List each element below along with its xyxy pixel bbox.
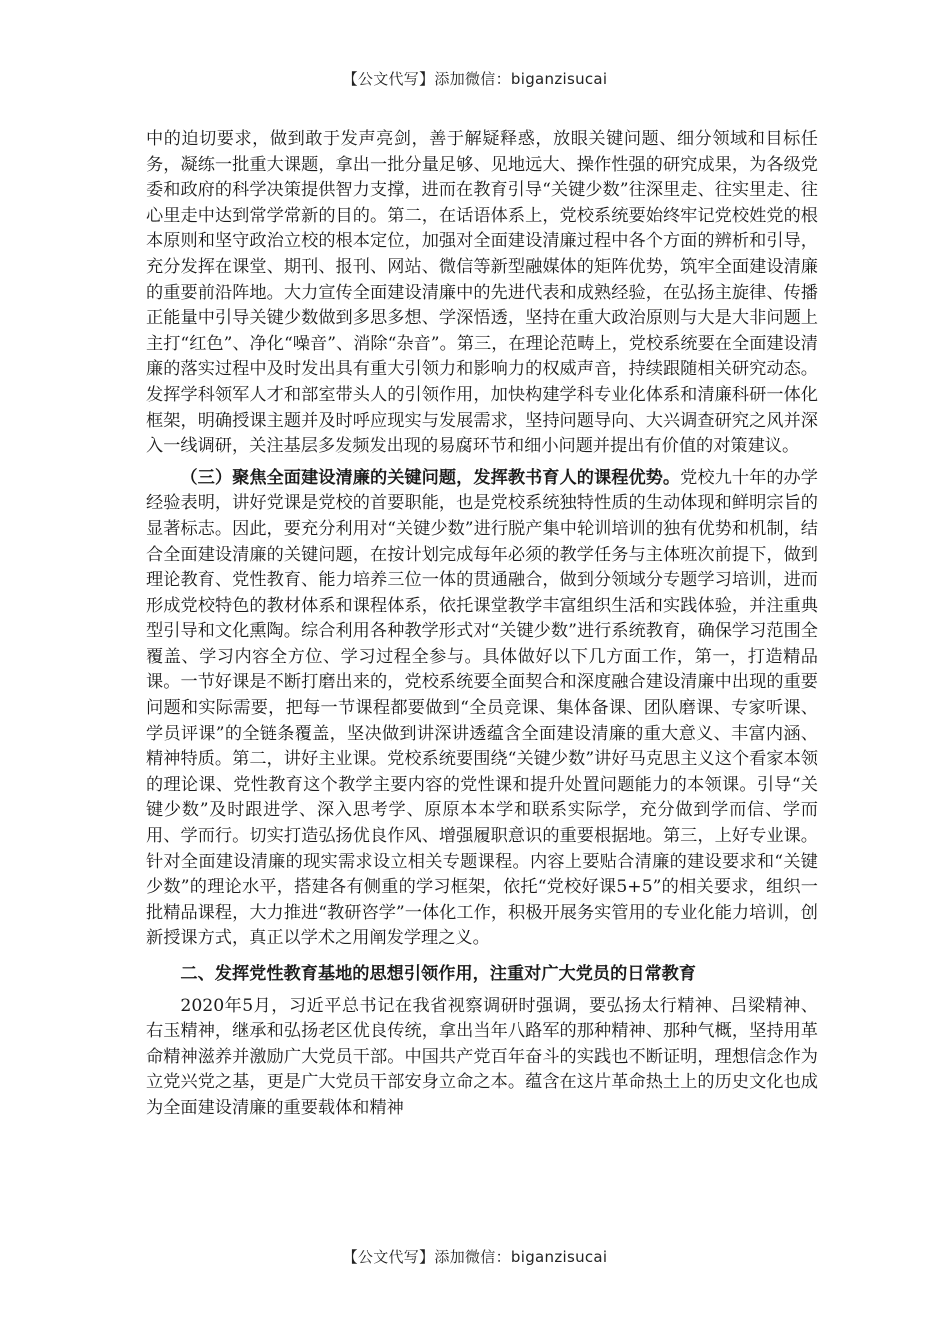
section-two-heading: 二、发挥党性教育基地的思想引领作用，注重对广大党员的日常教育	[180, 964, 697, 984]
paragraph-section-three	[146, 466, 818, 952]
section-three-heading: （三）聚焦全面建设清廉的关键问题，发挥教书育人的课程优势。	[180, 467, 681, 488]
section-three-body: 党校九十年的办学经验表明，讲好党课是党校的首要职能，也是党校系统独特性质的生动体现和鲜明宗旨的显著标志。因此，要充分利用对“关键少数”进行脱产集中轮训培训的独有优势和机制，结合全面建设清廉的关键问题，在按计划完成每年必须的教学任务与主体班次前提下，做到理论教育、党性教育、能力培养三位一体的贯通融合，做到分领域分专题学习培训，进而形成党校特色的教材体系和课程体系，依托课堂教学丰富组织生活和实践体验，并注重典型引导和文化熏陶。综合利用各种教学形式对“关键少数”进行系统教育，确保学习范围全覆盖、学习内容全方位、学习过程全参与。具体做好以下几方面工作，第一，打造精品课。一节好课是不断打磨出来的，党校系统要全面契合和深度融合建设清廉中出现的重要问题和实际需要，把每一节课程都要做到“全员竞课、集体备课、团队磨课、专家听课、学员评课”的全链条覆盖，坚决做到讲深讲透蕴含全面建设清廉的重大意义、丰富内涵、精神特质。第二，讲好主业课。党校系统要围绕“关键少数”讲好马克思主义这个看家本领的理论课、党性教育这个教学主要内容的党性课和提升处置问题能力的本领课。引导“关键少数”及时跟进学、深入思考学、原原本本学和联系实际学，充分做到学而信、学而用、学而行。切实打造弘扬优良作风、增强履职意识的重要根据地。第三，上好专业课。针对全面建设清廉的现实需求设立相关专题课程。内容上要贴合清廉的建设要求和“关键少数”的理论水平，搭建各有侧重的学习框架，依托“党校好课5+5”的相关要求，组织一批精品课程，大力推进“教研咨学”一体化工作，积极开展务实管用的专业化能力培训，创新授课方式，真正以学术之用阐发学理之义。	[146, 467, 818, 949]
paragraph-section-two-body: 2020年5月，习近平总书记在我省视察调研时强调，要弘扬太行精神、吕梁精神、右玉精神，继承和弘扬老区优良传统，拿出当年八路军的那种精神、那种气概，坚持用革命精神滋养并激励广大党员干部。中国共产党百年奋斗的实践也不断证明，理想信念作为立党兴党之基，更是广大党员干部安身立命之本。蕴含在这片革命热土上的历史文化也成为全面建设清廉的重要载体和精神	[146, 995, 818, 1118]
footer-watermark: 【公文代写】添加微信：biganzisucai	[342, 1248, 608, 1266]
document-body	[146, 127, 818, 1122]
header-watermark: 【公文代写】添加微信：biganzisucai	[342, 70, 608, 88]
paragraph-continuation: 中的迫切要求，做到敢于发声亮剑，善于解疑释惑，放眼关键问题、细分领域和目标任务，凝练一批重大课题，拿出一批分量足够、见地远大、操作性强的研究成果，为各级党委和政府的科学决策提供智力支撑，进而在教育引导“关键少数”往深里走、往实里走、往心里走中达到常学常新的目的。第二，在话语体系上，党校系统要始终牢记党校姓党的根本原则和坚守政治立校的根本定位，加强对全面建设清廉过程中各个方面的辨析和引导，充分发挥在课堂、期刊、报刊、网站、微信等新型融媒体的矩阵优势，筑牢全面建设清廉的重要前沿阵地。大力宣传全面建设清廉中的先进代表和成熟经验，在弘扬主旋律、传播正能量中引导关键少数做到多思多想、学深悟透，坚持在重大政治原则与大是大非问题上主打“红色”、净化“噪音”、消除“杂音”。第三，在理论范畴上，党校系统要在全面建设清廉的落实过程中及时发出具有重大引领力和影响力的权威声音，持续跟随相关研究动态。发挥学科领军人才和部室带头人的引领作用，加快构建学科专业化体系和清廉科研一体化框架，明确授课主题并及时呼应现实与发展需求，坚持问题导向、大兴调查研究之风并深入一线调研，关注基层多发频发出现的易腐环节和细小问题并提出有价值的对策建议。	[146, 129, 818, 457]
